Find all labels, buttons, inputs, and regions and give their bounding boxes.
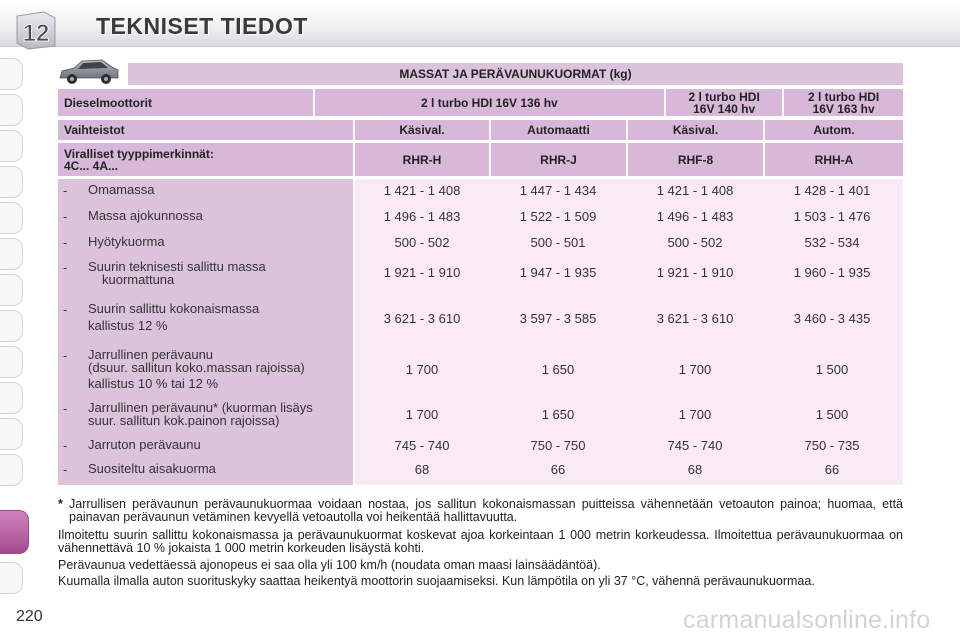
- row-value: 750 - 750: [530, 438, 586, 453]
- gearbox-col-4: Autom.: [765, 120, 903, 140]
- row-label: Hyötykuorma: [88, 234, 165, 249]
- engine-row: [58, 89, 903, 116]
- row-value: 3 621 - 3 610: [383, 311, 461, 326]
- engine-col-163-line1: 2 l turbo HDI: [807, 89, 880, 104]
- row-value: 1 921 - 1 910: [656, 265, 734, 280]
- row-value: 1 921 - 1 910: [383, 265, 461, 280]
- chapter-badge: [14, 10, 58, 50]
- row-bullet: -: [63, 235, 68, 250]
- row-label-line: kuormattuna: [102, 272, 175, 287]
- table-row: [58, 348, 903, 392]
- row-label-line: Jarrullinen perävaunu: [88, 347, 214, 362]
- row-value: 1 447 - 1 434: [519, 183, 597, 198]
- row-bullet: -: [63, 209, 68, 224]
- row-value: 66: [824, 462, 840, 477]
- footnote-marker: *: [58, 497, 63, 511]
- table-row: [58, 462, 903, 478]
- row-value: 1 496 - 1 483: [383, 209, 461, 224]
- chapter-tab-active[interactable]: [0, 510, 29, 554]
- row-value: 1 960 - 1 935: [793, 265, 871, 280]
- row-value: 3 621 - 3 610: [656, 311, 734, 326]
- type-row-label-line2: 4C... 4A...: [64, 158, 119, 173]
- gearbox-col-3: Käsival.: [628, 120, 763, 140]
- row-label: Massa ajokunnossa: [88, 208, 203, 223]
- chapter-tab[interactable]: [0, 238, 23, 270]
- row-value: 68: [687, 462, 703, 477]
- row-label: [88, 260, 353, 286]
- table-row: [58, 259, 903, 289]
- row-value: 1 650: [541, 362, 575, 377]
- gearbox-row-label: Vaihteistot: [58, 120, 353, 140]
- gearbox-col-2: Automaatti: [491, 120, 626, 140]
- chapter-tab[interactable]: [0, 346, 23, 378]
- chapter-tab[interactable]: [0, 94, 23, 126]
- engine-col-140: [666, 89, 782, 116]
- row-bullet: -: [63, 260, 68, 275]
- type-row: [58, 143, 903, 176]
- row-value: 1 428 - 1 401: [793, 183, 871, 198]
- row-bullet: -: [63, 348, 68, 363]
- row-value: 68: [414, 462, 430, 477]
- row-value: 1 522 - 1 509: [519, 209, 597, 224]
- table-row: [58, 302, 903, 334]
- footnote-text: Jarrullisen perävaunun perävaunukuormaa voidaan nostaa, jos sallitun kokonaismassan puitteissa vähennetään vetoauton painoa; huomaa, että painavan perävaunun vetäminen kevyellä vetoautolla voi heikentää hallittavuutta.: [69, 497, 903, 524]
- row-value: 1 700: [678, 407, 712, 422]
- row-label-line: (dsuur. sallitun koko.massan rajoissa): [88, 360, 305, 375]
- engine-col-163: [784, 89, 903, 116]
- chapter-tab[interactable]: [0, 202, 23, 234]
- row-label: Suositeltu aisakuorma: [88, 461, 216, 476]
- chapter-tab[interactable]: [0, 58, 23, 90]
- row-value: 1 500: [815, 407, 849, 422]
- row-value: 745 - 740: [667, 438, 723, 453]
- type-col-3: RHF-8: [628, 143, 763, 176]
- chapter-tab[interactable]: [0, 166, 23, 198]
- type-col-4: RHH-A: [765, 143, 903, 176]
- row-value: 1 421 - 1 408: [383, 183, 461, 198]
- engine-col-140-line1: 2 l turbo HDI: [688, 89, 760, 104]
- row-label-line: suur. sallitun kok.painon rajoissa): [88, 413, 280, 428]
- chapter-tab[interactable]: [0, 382, 23, 414]
- engine-col-140-line2: 16V 140 hv: [693, 101, 756, 116]
- table-row: [58, 401, 903, 431]
- type-col-1: RHR-H: [355, 143, 489, 176]
- note-paragraph-speed: Perävaunua vedettäessä ajonopeus ei saa olla yli 100 km/h (noudata oman maasi lainsäädäntöä).: [58, 558, 601, 572]
- table-title: MASSAT JA PERÄVAUNUKUORMAT (kg): [128, 63, 903, 85]
- chapter-tab[interactable]: [0, 454, 23, 486]
- row-value: 1 503 - 1 476: [793, 209, 871, 224]
- row-value: 500 - 502: [667, 235, 723, 250]
- row-label: [88, 348, 353, 374]
- row-label: Jarruton perävaunu: [88, 437, 201, 452]
- row-sublabel: kallistus 10 % tai 12 %: [88, 376, 219, 391]
- row-value: 745 - 740: [394, 438, 450, 453]
- row-value: 500 - 501: [530, 235, 586, 250]
- gearbox-row: [58, 120, 903, 140]
- chapter-tab-strip: [0, 58, 26, 618]
- page-title: TEKNISET TIEDOT: [96, 13, 308, 39]
- row-value: 1 700: [405, 407, 439, 422]
- row-value: 750 - 735: [804, 438, 860, 453]
- row-value: 1 496 - 1 483: [656, 209, 734, 224]
- footnote: [58, 498, 903, 524]
- engine-col-163-line2: 16V 163 hv: [812, 101, 875, 116]
- table-row: [58, 438, 903, 454]
- row-label: [88, 401, 353, 427]
- row-bullet: -: [63, 401, 68, 416]
- note-paragraph-heat: Kuumalla ilmalla auton suorituskyky saattaa heikentyä moottorin suojaamiseksi. Kun lämpötila on yli 37 °C, vähennä perävaunukuormaa.: [58, 574, 815, 588]
- row-bullet: -: [63, 462, 68, 477]
- row-value: 1 500: [815, 362, 849, 377]
- row-label: Suurin sallittu kokonaismassa: [88, 301, 260, 316]
- row-value: 532 - 534: [804, 235, 860, 250]
- gearbox-col-1: Käsival.: [355, 120, 489, 140]
- row-value: 3 597 - 3 585: [519, 311, 597, 326]
- row-label: Omamassa: [88, 182, 155, 197]
- row-label-line: Suurin teknisesti sallittu massa: [88, 259, 266, 274]
- table-row: [58, 235, 903, 251]
- row-bullet: -: [63, 438, 68, 453]
- car-icon: [56, 56, 122, 88]
- type-col-2: RHR-J: [491, 143, 626, 176]
- row-value: 66: [550, 462, 566, 477]
- page-number: 220: [16, 608, 43, 625]
- table-row: [58, 209, 903, 225]
- chapter-tab[interactable]: [0, 418, 23, 450]
- engine-col-136: 2 l turbo HDI 16V 136 hv: [315, 89, 664, 116]
- row-value: 3 460 - 3 435: [793, 311, 871, 326]
- watermark: carmanualsonline.info: [683, 606, 931, 634]
- type-row-label: [58, 143, 353, 176]
- row-bullet: -: [63, 302, 68, 317]
- chapter-tab[interactable]: [0, 310, 23, 342]
- chapter-tab[interactable]: [0, 274, 23, 306]
- row-value: 1 947 - 1 935: [519, 265, 597, 280]
- chapter-number: 12: [22, 20, 50, 47]
- row-value: 1 421 - 1 408: [656, 183, 734, 198]
- note-paragraph-altitude: Ilmoitettu suurin sallittu kokonaismassa ja perävaunukuormat koskevat ajoa korkeintaan 1 000 metrin korkeudessa. Ilmoitettua perävaunukuormaa on vähennettävä 10 % jokaista 1 000 metrin korkeuden lisäystä kohti.: [58, 528, 903, 555]
- chapter-tab[interactable]: [0, 130, 23, 162]
- row-bullet: -: [63, 183, 68, 198]
- chapter-tab[interactable]: [0, 562, 23, 594]
- engine-row-label: Dieselmoottorit: [58, 89, 313, 116]
- row-value: 1 700: [678, 362, 712, 377]
- row-value: 1 650: [541, 407, 575, 422]
- type-row-label-line1: Viralliset tyyppimerkinnät:: [64, 146, 214, 161]
- row-sublabel: kallistus 12 %: [88, 318, 168, 333]
- row-value: 500 - 502: [394, 235, 450, 250]
- table-row: [58, 183, 903, 199]
- chapter-badge-shape: [14, 10, 58, 50]
- row-value: 1 700: [405, 362, 439, 377]
- row-label-line: Jarrullinen perävaunu* (kuorman lisäys: [88, 400, 313, 415]
